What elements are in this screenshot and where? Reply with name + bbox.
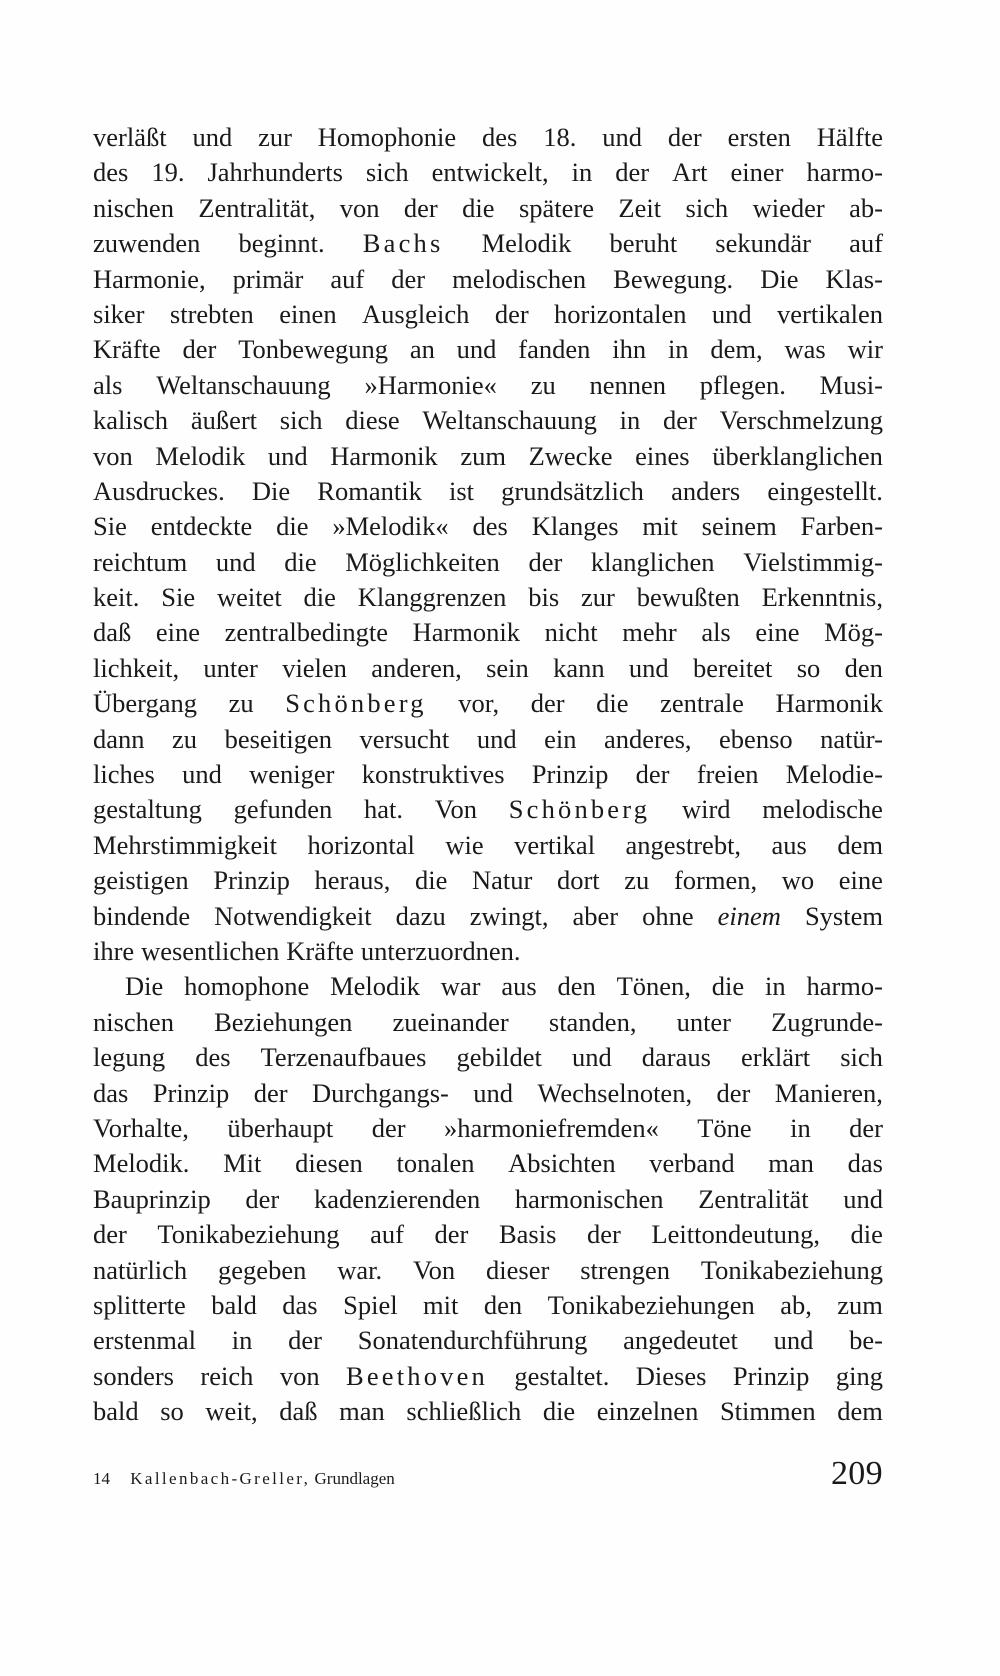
text-line: daß eine zentralbedingte Harmonik nicht mehr als eine Mög- (93, 617, 883, 648)
text-line: ihre wesentlichen Kräfte unterzuordnen. (93, 935, 521, 966)
text-line: Ausdruckes. Die Romantik ist grundsätzlich anders eingestellt. (93, 475, 883, 506)
text-line: Sie entdeckte die »Melodik« des Klanges mit seinem Farben- (93, 511, 883, 542)
text-line: zuwenden beginnt. Bachs Melodik beruht sekundär auf (93, 228, 883, 259)
signature-author: Kallenbach-Greller, (130, 1469, 311, 1488)
text-line: verläßt und zur Homophonie des 18. und der ersten Hälfte (93, 122, 883, 152)
body-text (93, 120, 883, 1429)
text-line: nischen Beziehungen zueinander standen, unter Zugrunde- (93, 1006, 883, 1037)
text-line: legung des Terzenaufbaues gebildet und daraus erklärt sich (93, 1042, 883, 1073)
text-line: reichtum und die Möglichkeiten der klanglichen Vielstimmig- (93, 546, 883, 577)
signature-title: Grundlagen (314, 1469, 395, 1488)
text-line: das Prinzip der Durchgangs- und Wechselnoten, der Manieren, (93, 1077, 883, 1108)
text-line: der Tonikabeziehung auf der Basis der Leittondeutung, die (93, 1219, 883, 1250)
text-line: des 19. Jahrhunderts sich entwickelt, in der Art einer harmo- (93, 157, 883, 188)
text-line: lichkeit, unter vielen anderen, sein kann und bereitet so den (93, 652, 883, 683)
page-footer (93, 1455, 883, 1515)
text-line: Kräfte der Tonbewegung an und fanden ihn in dem, was wir (93, 334, 883, 365)
text-line: bald so weit, daß man schließlich die einzelnen Stimmen dem (93, 1396, 883, 1427)
text-line: splitterte bald das Spiel mit den Tonikabeziehungen ab, zum (93, 1289, 883, 1320)
text-line: geistigen Prinzip heraus, die Natur dort zu formen, wo eine (93, 865, 883, 896)
signature-number: 14 (93, 1469, 110, 1488)
text-line: von Melodik und Harmonik zum Zwecke eines überklanglichen (93, 440, 883, 471)
text-line: Harmonie, primär auf der melodischen Bewegung. Die Klas- (93, 263, 883, 294)
text-line: Mehrstimmigkeit horizontal wie vertikal angestrebt, aus dem (93, 829, 883, 860)
page-number: 209 (830, 1455, 883, 1492)
text-line: Melodik. Mit diesen tonalen Absichten verband man das (93, 1148, 883, 1179)
text-line: liches und weniger konstruktives Prinzip der freien Melodie- (93, 759, 883, 790)
printer-signature (93, 1469, 395, 1489)
text-line: erstenmal in der Sonatendurchführung angedeutet und be- (93, 1325, 883, 1356)
text-line: Vorhalte, überhaupt der »harmoniefremden« Töne in der (93, 1112, 883, 1143)
text-line: dann zu beseitigen versucht und ein anderes, ebenso natür- (93, 723, 883, 754)
text-line: Bauprinzip der kadenzierenden harmonischen Zentralität und (93, 1183, 883, 1214)
text-line: sonders reich von Beethoven gestaltet. Dieses Prinzip ging (93, 1360, 883, 1391)
text-line: Übergang zu Schönberg vor, der die zentrale Harmonik (93, 688, 883, 719)
text-line: siker strebten einen Ausgleich der horizontalen und vertikalen (93, 298, 883, 329)
text-line: gestaltung gefunden hat. Von Schönberg wird melodische (93, 794, 883, 825)
text-line: als Weltanschauung »Harmonie« zu nennen pflegen. Musi- (93, 369, 883, 400)
text-line: keit. Sie weitet die Klanggrenzen bis zur bewußten Erkenntnis, (93, 582, 883, 613)
text-line: kalisch äußert sich diese Weltanschauung in der Verschmelzung (93, 405, 883, 436)
text-line: nischen Zentralität, von der die spätere Zeit sich wieder ab- (93, 192, 883, 223)
text-line: Die homophone Melodik war aus den Tönen, die in harmo- (125, 971, 883, 1002)
text-line: natürlich gegeben war. Von dieser strengen Tonikabeziehung (93, 1254, 883, 1285)
text-line: bindende Notwendigkeit dazu zwingt, aber ohne einem System (93, 900, 883, 931)
